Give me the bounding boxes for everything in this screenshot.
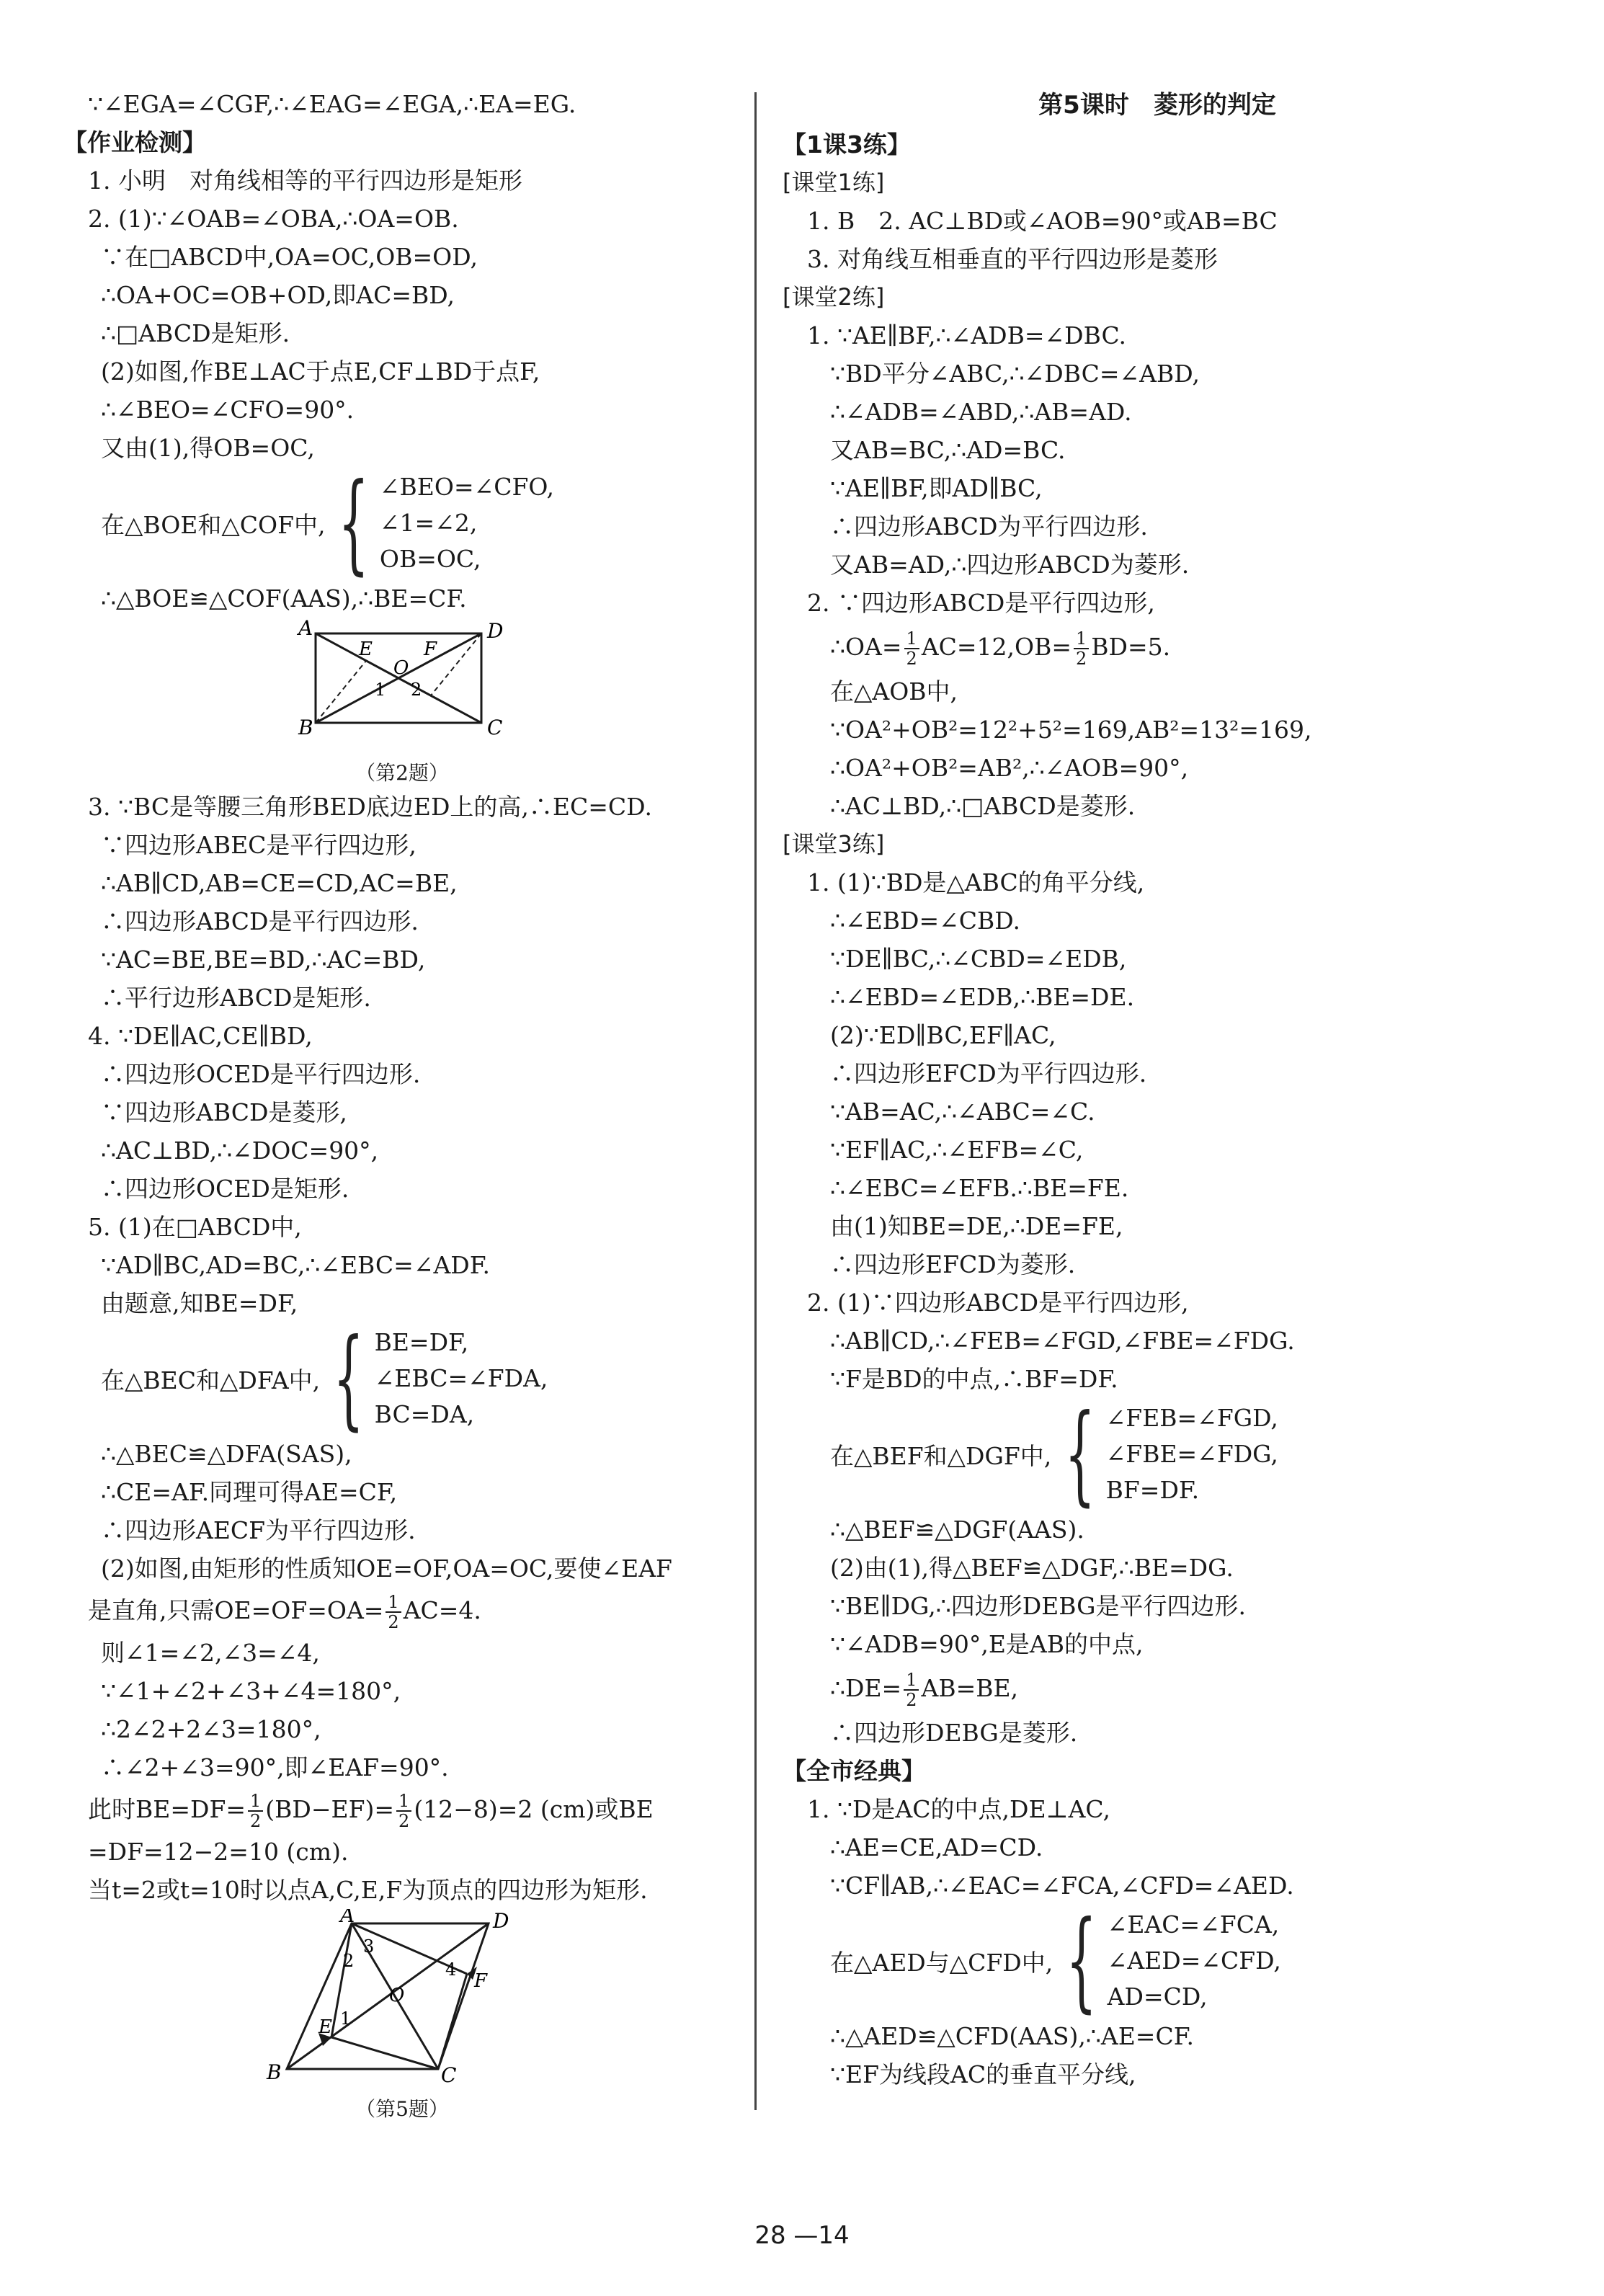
- text-line: ∵F是BD的中点,∴BF=DF.: [830, 1365, 1118, 1393]
- fraction-numerator: 1: [386, 1593, 401, 1613]
- fig2-label: C: [487, 716, 503, 739]
- fig5-label: 1: [340, 2008, 352, 2029]
- text-line: 3. ∵BC是等腰三角形BED底边ED上的高,∴EC=CD.: [88, 793, 652, 821]
- text-line: 1. ∵D是AC的中点,DE⊥AC,: [807, 1795, 1110, 1823]
- system-row: ∠AED=∠CFD,: [1107, 1946, 1281, 1975]
- fraction-numerator: 1: [248, 1792, 263, 1812]
- fraction-denominator: 2: [250, 1811, 262, 1831]
- text-line-fraction: [783, 1663, 1532, 1714]
- text-line: 1. ∵AE∥BF,∴∠ADB=∠DBC.: [807, 321, 1127, 350]
- text-line: ∵EF为线段AC的垂直平分线,: [830, 2060, 1136, 2088]
- text-line: 又AB=AD,∴四边形ABCD为菱形.: [830, 551, 1190, 579]
- text-line: ∴四边形AECF为平行四边形.: [101, 1516, 416, 1544]
- text-line: ∴四边形ABCD是平行四边形.: [101, 907, 419, 935]
- fraction: [396, 1792, 411, 1830]
- text-line: =DF=12−2=10 (cm).: [88, 1838, 349, 1866]
- text-line: ∴OA+OC=OB+OD,即AC=BD,: [101, 281, 455, 309]
- fig2-label: D: [487, 619, 504, 643]
- figure-caption: （第2题）: [355, 761, 449, 785]
- fraction: [904, 629, 919, 668]
- page-number: 28 —14: [754, 2221, 850, 2250]
- text-line: ∴∠EBC=∠EFB.∴BE=FE.: [830, 1174, 1129, 1202]
- fig5-label: F: [474, 1970, 488, 1992]
- text-line: ∴四边形DEBG是菱形.: [830, 1719, 1078, 1747]
- text-line: 3. 对角线互相垂直的平行四边形是菱形: [807, 245, 1218, 273]
- text-segment: (BD−EF)=: [265, 1795, 395, 1823]
- fraction-denominator: 2: [1076, 649, 1087, 669]
- text-line: (2)∵ED∥BC,EF∥AC,: [830, 1021, 1056, 1049]
- system-prefix: 在△BOE和△COF中,: [101, 510, 326, 539]
- text-line: ∵BD平分∠ABC,∴∠DBC=∠ABD,: [830, 360, 1200, 388]
- subsection-tag: [课堂3练]: [783, 830, 885, 858]
- text-line-fraction: [783, 622, 1532, 672]
- fraction-denominator: 2: [398, 1811, 410, 1831]
- parallelogram-diagram: [63, 1909, 741, 2091]
- fig5-label: C: [441, 2063, 457, 2087]
- text-line: ∴∠EBD=∠CBD.: [830, 907, 1021, 935]
- text-segment: ∴DE=: [830, 1674, 902, 1702]
- figure-2: [63, 618, 741, 788]
- fig2-label: 2: [411, 680, 422, 700]
- text-line: ∵EF∥AC,∴∠EFB=∠C,: [830, 1136, 1084, 1164]
- fig2-label: O: [393, 657, 409, 679]
- fig2-label: A: [298, 618, 313, 640]
- system-row: ∠EAC=∠FCA,: [1107, 1910, 1280, 1939]
- text-line: 1. (1)∵BD是△ABC的角平分线,: [807, 868, 1145, 896]
- text-line: ∴CE=AF.同理可得AE=CF,: [101, 1478, 398, 1506]
- text-line: ∵OA²+OB²=12²+5²=169,AB²=13²=169,: [830, 716, 1312, 744]
- equation-system: [63, 1316, 741, 1441]
- system-row: OB=OC,: [379, 545, 481, 573]
- fraction-numerator: 1: [904, 1670, 919, 1691]
- system-row: ∠EBC=∠FDA,: [374, 1364, 548, 1392]
- text-line: 则∠1=∠2,∠3=∠4,: [101, 1639, 320, 1667]
- fig2-label: E: [359, 638, 373, 660]
- text-line-fraction: [63, 1786, 741, 1833]
- lesson-title: 第5课时 菱形的判定: [1038, 91, 1276, 120]
- fig5-label: O: [389, 1985, 405, 2006]
- text-segment: AB=BE,: [921, 1674, 1019, 1702]
- text-segment: ∴OA=: [830, 633, 902, 661]
- text-line: ∴四边形EFCD为菱形.: [830, 1250, 1076, 1278]
- brace-icon: {: [1064, 1392, 1096, 1517]
- text-line: ∵CF∥AB,∴∠EAC=∠FCA,∠CFD=∠AED.: [830, 1872, 1294, 1900]
- section-heading: 【全市经典】: [783, 1757, 925, 1785]
- text-line: 由题意,知BE=DF,: [101, 1289, 298, 1317]
- text-line: ∴四边形OCED是矩形.: [101, 1175, 349, 1203]
- text-line: (2)由(1),得△BEF≌△DGF,∴BE=DG.: [830, 1554, 1234, 1582]
- text-line: ∵AE∥BF,即AD∥BC,: [830, 474, 1043, 502]
- system-row: BF=DF.: [1105, 1476, 1200, 1504]
- text-line: 当t=2或t=10时以点A,C,E,F为顶点的四边形为矩形.: [88, 1876, 648, 1904]
- text-line: ∴平行边形ABCD是矩形.: [101, 984, 371, 1012]
- text-line: ∴四边形ABCD为平行四边形.: [830, 512, 1148, 540]
- text-line: 5. (1)在□ABCD中,: [88, 1213, 302, 1241]
- text-line: (2)如图,由矩形的性质知OE=OF,OA=OC,要使∠EAF: [101, 1554, 672, 1583]
- text-segment: BD=5.: [1091, 633, 1171, 661]
- equation-system: [63, 460, 741, 586]
- brace-icon: {: [338, 460, 370, 586]
- text-line: 2. (1)∵四边形ABCD是平行四边形,: [807, 1289, 1189, 1317]
- fraction-numerator: 1: [904, 629, 919, 649]
- system-row: ∠FBE=∠FDG,: [1105, 1440, 1278, 1468]
- text-segment: 此时BE=DF=: [88, 1795, 246, 1823]
- text-line: ∴△AED≌△CFD(AAS),∴AE=CF.: [830, 2022, 1194, 2050]
- equation-system: [783, 1392, 1532, 1517]
- text-line: ∴△BOE≌△COF(AAS),∴BE=CF.: [101, 584, 467, 613]
- text-line: ∵四边形ABEC是平行四边形,: [101, 831, 416, 859]
- fraction-numerator: 1: [396, 1792, 411, 1812]
- text-line: ∵四边形ABCD是菱形,: [101, 1098, 347, 1126]
- left-column: [63, 85, 741, 2122]
- text-line: ∵BE∥DG,∴四边形DEBG是平行四边形.: [830, 1592, 1246, 1620]
- subsection-tag: [课堂1练]: [783, 169, 885, 196]
- system-prefix: 在△AED与△CFD中,: [830, 1948, 1053, 1977]
- fig5-label: B: [267, 2060, 282, 2084]
- fraction-numerator: 1: [1074, 629, 1089, 649]
- text-line: ∵DE∥BC,∴∠CBD=∠EDB,: [830, 945, 1127, 973]
- right-column: [783, 85, 1532, 2093]
- subsection-tag: [课堂2练]: [783, 283, 885, 311]
- text-line: ∴OA²+OB²=AB²,∴∠AOB=90°,: [830, 754, 1189, 782]
- system-row: BC=DA,: [374, 1400, 475, 1428]
- fraction: [248, 1792, 263, 1830]
- fig5-label: 3: [363, 1936, 375, 1957]
- brace-icon: {: [1066, 1898, 1097, 2024]
- text-line: ∴AB∥CD,∴∠FEB=∠FGD,∠FBE=∠FDG.: [830, 1327, 1295, 1355]
- text-line: ∴△BEF≌△DGF(AAS).: [830, 1516, 1084, 1544]
- text-line: 1. 小明 对角线相等的平行四边形是矩形: [88, 166, 522, 195]
- text-line: ∵∠ADB=90°,E是AB的中点,: [830, 1630, 1144, 1658]
- fraction: [386, 1593, 401, 1632]
- fig2-label: 1: [375, 680, 386, 700]
- text-line: ∵∠EGA=∠CGF,∴∠EAG=∠EGA,∴EA=EG.: [88, 90, 576, 118]
- fig5-label: D: [493, 1909, 509, 1933]
- fig5-label: A: [340, 1909, 355, 1927]
- system-row: AD=CD,: [1107, 1983, 1208, 2011]
- system-row: ∠FEB=∠FGD,: [1105, 1404, 1278, 1432]
- text-line: 1. B 2. AC⊥BD或∠AOB=90°或AB=BC: [807, 207, 1278, 235]
- equation-system: [783, 1898, 1532, 2024]
- text-line: ∴AE=CE,AD=CD.: [830, 1833, 1043, 1861]
- text-line: ∴AC⊥BD,∴□ABCD是菱形.: [830, 792, 1136, 820]
- text-line: 4. ∵DE∥AC,CE∥BD,: [88, 1022, 313, 1050]
- text-line: (2)如图,作BE⊥AC于点E,CF⊥BD于点F,: [101, 357, 540, 386]
- text-line: ∴四边形EFCD为平行四边形.: [830, 1059, 1147, 1087]
- text-segment: 是直角,只需OE=OF=OA=: [88, 1596, 384, 1624]
- text-line-fraction: [63, 1588, 741, 1634]
- text-line: 2. (1)∵∠OAB=∠OBA,∴OA=OB.: [88, 205, 459, 233]
- text-segment: AC=12,OB=: [921, 633, 1071, 661]
- system-row: ∠1=∠2,: [379, 509, 478, 537]
- text-line: ∵AD∥BC,AD=BC,∴∠EBC=∠ADF.: [101, 1251, 491, 1279]
- text-line: ∴□ABCD是矩形.: [101, 319, 290, 347]
- figure-caption: （第5题）: [355, 2097, 449, 2121]
- fig2-label: F: [424, 638, 437, 660]
- fig5-label: 2: [343, 1951, 355, 1971]
- fig5-label: 4: [445, 1959, 457, 1980]
- text-line: ∴∠2+∠3=90°,即∠EAF=90°.: [101, 1753, 449, 1781]
- text-line: ∵AC=BE,BE=BD,∴AC=BD,: [101, 945, 426, 974]
- text-line: ∵在□ABCD中,OA=OC,OB=OD,: [101, 243, 478, 271]
- rectangle-diagram: [63, 618, 741, 755]
- text-line: ∴∠ADB=∠ABD,∴AB=AD.: [830, 398, 1132, 426]
- text-line: ∴2∠2+2∠3=180°,: [101, 1715, 321, 1743]
- system-row: BE=DF,: [374, 1328, 469, 1356]
- text-line: ∵∠1+∠2+∠3+∠4=180°,: [101, 1677, 401, 1705]
- column-divider: [754, 92, 757, 2110]
- section-heading: 【1课3练】: [783, 130, 911, 159]
- text-segment: (12−8)=2 (cm)或BE: [414, 1795, 654, 1823]
- fraction: [904, 1670, 919, 1709]
- text-line: 又由(1),得OB=OC,: [101, 434, 315, 462]
- system-row: ∠BEO=∠CFO,: [379, 473, 555, 501]
- system-prefix: 在△BEF和△DGF中,: [830, 1441, 1052, 1470]
- fig5-label: E: [318, 2016, 332, 2038]
- fraction-denominator: 2: [906, 649, 917, 669]
- system-prefix: 在△BEC和△DFA中,: [101, 1366, 321, 1394]
- text-line: 由(1)知BE=DE,∴DE=FE,: [830, 1212, 1123, 1240]
- section-heading: 【作业检测】: [63, 128, 206, 156]
- fraction-denominator: 2: [906, 1690, 917, 1710]
- text-line: ∴∠BEO=∠CFO=90°.: [101, 396, 355, 424]
- brace-icon: {: [333, 1316, 365, 1441]
- fraction: [1074, 629, 1089, 668]
- text-line: 在△AOB中,: [830, 677, 958, 706]
- fig2-label: B: [298, 716, 313, 739]
- fraction-denominator: 2: [388, 1612, 399, 1632]
- text-line: ∴AC⊥BD,∴∠DOC=90°,: [101, 1136, 379, 1165]
- text-line: ∴∠EBD=∠EDB,∴BE=DE.: [830, 983, 1135, 1011]
- text-line: ∴△BEC≌△DFA(SAS),: [101, 1440, 352, 1468]
- figure-5: [63, 1909, 741, 2122]
- text-line: 又AB=BC,∴AD=BC.: [830, 436, 1066, 464]
- text-segment: AC=4.: [403, 1596, 481, 1624]
- text-line: ∵AB=AC,∴∠ABC=∠C.: [830, 1098, 1095, 1126]
- text-line: ∴AB∥CD,AB=CE=CD,AC=BE,: [101, 869, 458, 897]
- text-line: 2. ∵四边形ABCD是平行四边形,: [807, 589, 1155, 617]
- text-line: ∴四边形OCED是平行四边形.: [101, 1060, 421, 1088]
